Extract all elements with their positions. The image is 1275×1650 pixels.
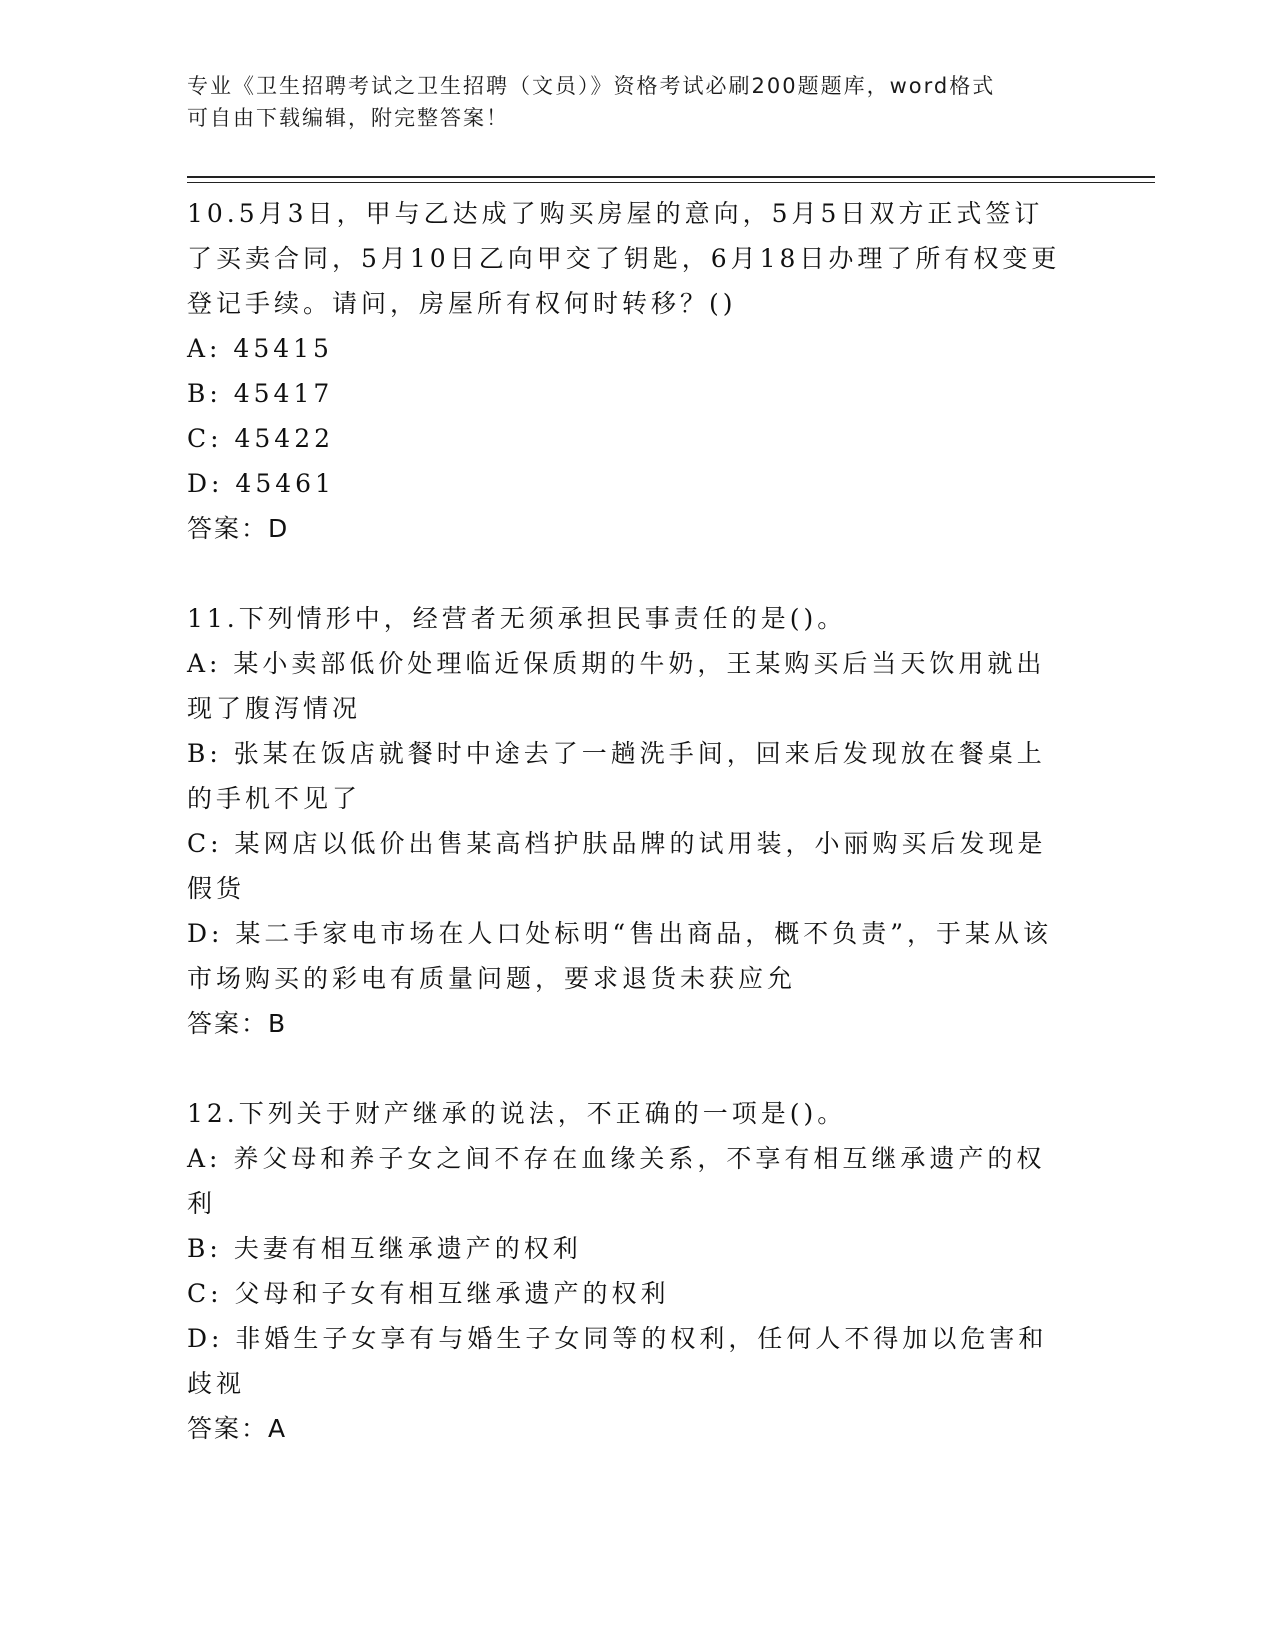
question-list xyxy=(187,191,1067,1496)
answer-label: 答案：D xyxy=(187,514,290,543)
question-10 xyxy=(187,191,1067,551)
option-c: C: 45422 xyxy=(187,424,335,453)
option-d: D: 45461 xyxy=(187,469,335,498)
option-c: C: 某网店以低价出售某高档护肤品牌的试用装，小丽购买后发现是假货 xyxy=(187,829,1047,903)
header-line-2: 可自由下载编辑，附完整答案！ xyxy=(187,106,509,130)
option-d: D: 非婚生子女享有与婚生子女同等的权利，任何人不得加以危害和歧视 xyxy=(187,1324,1048,1398)
option-d: D: 某二手家电市场在人口处标明“售出商品，概不负责”，于某从该市场购买的彩电有质量问题，要求退货未获应允 xyxy=(187,919,1052,993)
option-b: B: 张某在饭店就餐时中途去了一趟洗手间，回来后发现放在餐桌上的手机不见了 xyxy=(187,739,1046,813)
header-divider-thin xyxy=(187,182,1155,183)
option-a: A: 45415 xyxy=(187,334,333,363)
question-12 xyxy=(187,1091,1067,1451)
header-divider-thick xyxy=(187,176,1155,178)
document-header xyxy=(187,70,1067,134)
question-text: 12.下列关于财产继承的说法，不正确的一项是()。 xyxy=(187,1099,847,1128)
option-a: A: 某小卖部低价处理临近保质期的牛奶，王某购买后当天饮用就出现了腹泻情况 xyxy=(187,649,1046,723)
option-b: B: 45417 xyxy=(187,379,334,408)
question-11 xyxy=(187,596,1067,1046)
answer-label: 答案：B xyxy=(187,1009,288,1038)
answer-label: 答案：A xyxy=(187,1414,288,1443)
option-b: B: 夫妻有相互继承遗产的权利 xyxy=(187,1234,582,1263)
option-c: C: 父母和子女有相互继承遗产的权利 xyxy=(187,1279,670,1308)
header-line-1: 专业《卫生招聘考试之卫生招聘（文员）》资格考试必刷200题题库，word格式 xyxy=(187,74,996,98)
question-text: 11.下列情形中，经营者无须承担民事责任的是()。 xyxy=(187,604,847,633)
question-text: 10.5月3日，甲与乙达成了购买房屋的意向，5月5日双方正式签订了买卖合同，5月10日乙向甲交了钥匙，6月18日办理了所有权变更登记手续。请问，房屋所有权何时转移？() xyxy=(187,199,1061,318)
option-a: A: 养父母和养子女之间不存在血缘关系，不享有相互继承遗产的权利 xyxy=(187,1144,1046,1218)
